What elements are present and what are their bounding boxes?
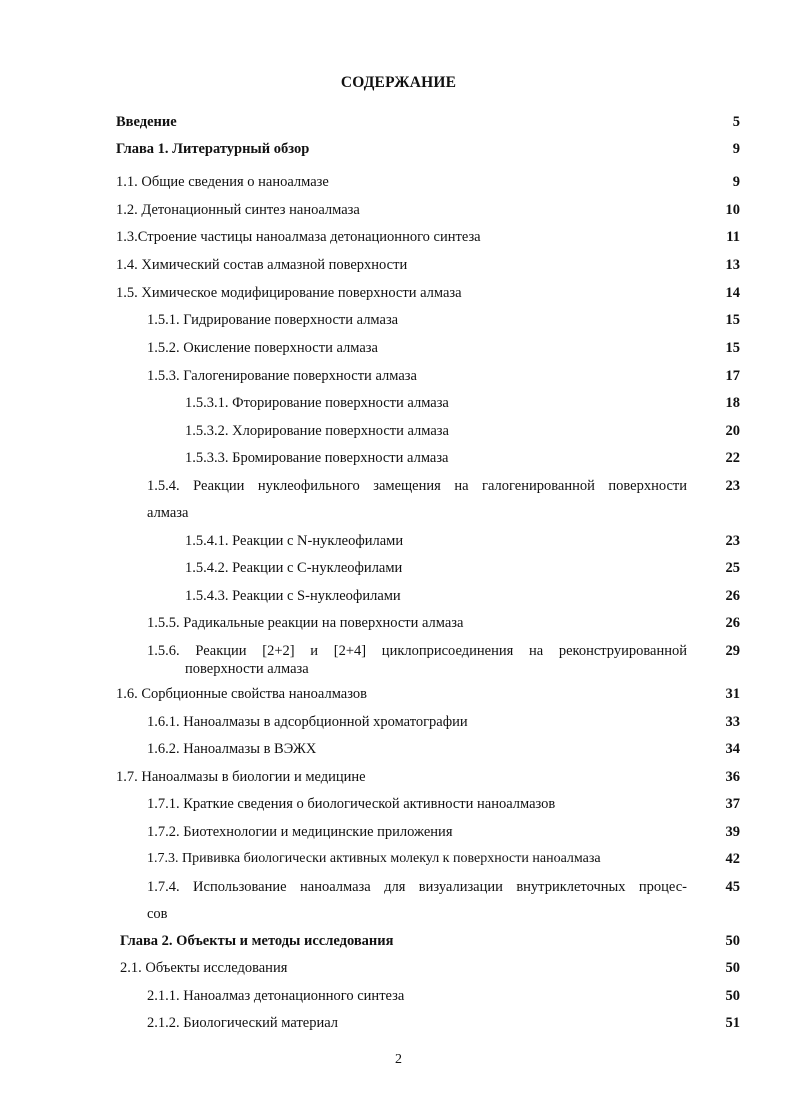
toc-entry-page: 15 xyxy=(725,340,740,356)
toc-entry-page: 17 xyxy=(725,368,740,384)
toc-entry-page: 15 xyxy=(725,312,740,328)
toc-entry-page: 42 xyxy=(725,851,740,867)
toc-entry-page: 20 xyxy=(725,423,740,439)
toc-entry-page: 37 xyxy=(725,796,740,812)
toc-entry-text: 1.7. Наноалмазы в биологии и медицине xyxy=(116,769,366,785)
toc-entry-text: 1.1. Общие сведения о наноалмазе xyxy=(116,174,329,190)
toc-entry-text-continued: сов xyxy=(147,906,168,922)
toc-entry-text: 1.5.4.2. Реакции с С-нуклеофилами xyxy=(185,560,403,576)
toc-entry-text: 1.5.3.3. Бромирование поверхности алмаза xyxy=(185,450,449,466)
toc-entry-page: 31 xyxy=(725,686,740,702)
toc-entry-text: 1.5.5. Радикальные реакции на поверхности алмаза xyxy=(147,615,464,631)
toc-entry-text: 1.2. Детонационный синтез наноалмаза xyxy=(116,202,360,218)
toc-entry-text-continued: алмаза xyxy=(147,505,189,521)
toc-entry-text: 2.1. Объекты исследования xyxy=(120,960,288,976)
toc-entry-page: 23 xyxy=(725,533,740,549)
toc-entry-page: 36 xyxy=(725,769,740,785)
toc-entry-text: 1.5.2. Окисление поверхности алмаза xyxy=(147,340,378,356)
toc-entry-page: 45 xyxy=(725,879,740,895)
toc-entry-page: 14 xyxy=(725,285,740,301)
toc-entry-page: 22 xyxy=(725,450,740,466)
toc-entry-text: 1.5.4.3. Реакции с S-нуклеофилами xyxy=(185,588,401,604)
toc-entry-text-continued: поверхности алмаза xyxy=(185,661,309,677)
toc-entry-text: 1.5.4. Реакции нуклеофильного замещения на галогенированной поверхности xyxy=(147,478,687,494)
toc-entry-text: 1.5.6. Реакции [2+2] и [2+4] циклоприсоединения на реконструированной xyxy=(147,643,687,659)
toc-entry-page: 39 xyxy=(725,824,740,840)
toc-entry-text: 1.7.1. Краткие сведения о биологической активности наноалмазов xyxy=(147,796,556,812)
page-number: 2 xyxy=(395,1052,402,1067)
toc-entry-page: 29 xyxy=(725,643,740,659)
toc-entry-text: 2.1.2. Биологический материал xyxy=(147,1015,339,1031)
toc-entry-page: 26 xyxy=(725,588,740,604)
toc-entry-text: 1.5.3.1. Фторирование поверхности алмаза xyxy=(185,395,449,411)
toc-entry-page: 50 xyxy=(725,988,740,1004)
toc-entry-text: 1.6.2. Наноалмазы в ВЭЖХ xyxy=(147,741,317,757)
toc-entry-text: 1.4. Химический состав алмазной поверхности xyxy=(116,257,408,273)
toc-entry-page: 34 xyxy=(725,741,740,757)
toc-entry-text: 1.5. Химическое модифицирование поверхности алмаза xyxy=(116,285,462,301)
toc-entry-text: 1.5.3. Галогенирование поверхности алмаза xyxy=(147,368,417,384)
toc-entry-page: 11 xyxy=(726,229,740,245)
toc-entry-text: 1.7.3. Прививка биологически активных молекул к поверхности наноалмаза xyxy=(147,851,601,866)
toc-title: СОДЕРЖАНИЕ xyxy=(340,74,457,91)
toc-entry-text: 1.7.2. Биотехнологии и медицинские приложения xyxy=(147,824,453,840)
toc-entry-text: 1.3.Строение частицы наноалмаза детонационного синтеза xyxy=(116,229,481,245)
toc-entry-page: 23 xyxy=(725,478,740,494)
toc-entry-text: 1.6.1. Наноалмазы в адсорбционной хроматографии xyxy=(147,714,468,730)
toc-entry-text: Введение xyxy=(116,114,177,130)
toc-entry-text: 1.5.1. Гидрирование поверхности алмаза xyxy=(147,312,399,328)
toc-entry-text: 1.7.4. Использование наноалмаза для визуализации внутриклеточных процес- xyxy=(147,879,687,895)
toc-entry-page: 50 xyxy=(725,933,740,949)
toc-entry-page: 50 xyxy=(725,960,740,976)
toc-entry-page: 9 xyxy=(732,174,740,190)
toc-entry-page: 18 xyxy=(725,395,740,411)
toc-entry-page: 9 xyxy=(732,141,740,157)
toc-entry-text: 1.5.4.1. Реакции с N-нуклеофилами xyxy=(185,533,404,549)
toc-entry-page: 10 xyxy=(725,202,740,218)
toc-entry-page: 25 xyxy=(725,560,740,576)
toc-entry-page: 13 xyxy=(725,257,740,273)
toc-entry-text: Глава 2. Объекты и методы исследования xyxy=(120,933,394,949)
toc-entry-page: 33 xyxy=(725,714,740,730)
toc-entry-page: 5 xyxy=(732,114,740,130)
toc-entry-text: 2.1.1. Наноалмаз детонационного синтеза xyxy=(147,988,405,1004)
toc-entry-text: 1.6. Сорбционные свойства наноалмазов xyxy=(116,686,367,702)
toc-entry-page: 26 xyxy=(725,615,740,631)
toc-entry-text: 1.5.3.2. Хлорирование поверхности алмаза xyxy=(185,423,449,439)
toc-entry-page: 51 xyxy=(725,1015,740,1031)
toc-entry-text: Глава 1. Литературный обзор xyxy=(116,141,310,157)
